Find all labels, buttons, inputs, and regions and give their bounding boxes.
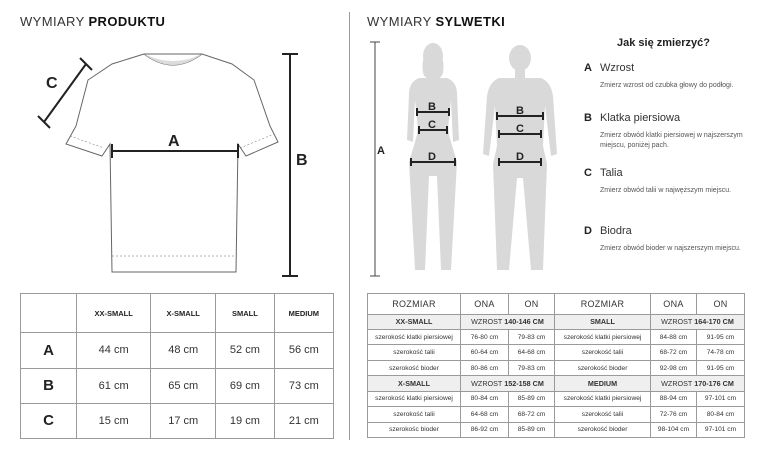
table-cell: 61 cm (77, 368, 151, 403)
row-letter: A (21, 333, 77, 368)
table-cell: 65 cm (151, 368, 216, 403)
table-cell: 17 cm (151, 403, 216, 438)
table-row (21, 333, 334, 368)
measure-letter: A (584, 62, 592, 74)
size-name: SMALL (555, 314, 651, 329)
table-row (368, 345, 745, 360)
col-on-header: ON (509, 294, 555, 315)
female-label-d: D (428, 151, 436, 163)
size-name: X-SMALL (368, 376, 461, 391)
tshirt-diagram (20, 40, 340, 280)
silhouette-size-table (367, 293, 745, 438)
height-label: WZROST (661, 378, 693, 388)
product-col-header: SMALL (216, 294, 274, 333)
size-name: XX-SMALL (368, 314, 461, 329)
table-cell: 72-76 cm (651, 407, 697, 422)
table-row (21, 403, 334, 438)
size-height (461, 314, 555, 329)
silhouette-title-prefix: WYMIARY (367, 14, 432, 29)
measure-desc: Zmierz obwód klatki piersiowej w najszerszym miejscu, poniżej pach. (600, 132, 743, 149)
table-cell: 91-95 cm (697, 360, 745, 375)
table-cell: 98-104 cm (651, 422, 697, 437)
table-cell: 60-64 cm (461, 345, 509, 360)
measure-letter: B (584, 112, 592, 124)
silhouette-table-header (368, 294, 745, 315)
row-label: szerokość klatki piersiowej (368, 391, 461, 406)
table-cell: 15 cm (77, 403, 151, 438)
product-title-bold: PRODUKTU (88, 14, 166, 29)
size-height (651, 314, 745, 329)
measure-desc: Zmierz wzrost od czubka głowy do podłogi. (600, 82, 734, 89)
measure-name: Klatka piersiowa (600, 112, 681, 124)
table-cell: 85-89 cm (509, 422, 555, 437)
label-a: A (168, 133, 180, 150)
product-title-prefix: WYMIARY (20, 14, 85, 29)
table-cell: 80-84 cm (697, 407, 745, 422)
size-height (461, 376, 555, 391)
size-name: MEDIUM (555, 376, 651, 391)
size-height (651, 376, 745, 391)
row-label: szerokość klatki piersiowej (368, 329, 461, 344)
silhouette-title-bold: SYLWETKI (435, 14, 506, 29)
label-c: C (46, 75, 58, 92)
row-letter: B (21, 368, 77, 403)
measure-name: Biodra (600, 225, 632, 237)
table-cell: 80-84 cm (461, 391, 509, 406)
height-value: 140-146 CM (504, 317, 544, 327)
table-cell: 19 cm (216, 403, 274, 438)
product-table-header (21, 294, 334, 333)
col-size-header: ROZMIAR (368, 294, 461, 315)
product-col-header: XX-SMALL (77, 294, 151, 333)
table-cell: 97-101 cm (697, 391, 745, 406)
table-cell: 91-95 cm (697, 329, 745, 344)
table-cell: 48 cm (151, 333, 216, 368)
table-cell: 80-86 cm (461, 360, 509, 375)
table-cell: 68-72 cm (651, 345, 697, 360)
table-row (368, 391, 745, 406)
female-label-c: C (428, 119, 436, 131)
row-label: szerokość talii (368, 407, 461, 422)
height-value: 164-170 CM (694, 317, 734, 327)
product-size-table (20, 293, 334, 439)
table-cell: 92-98 cm (651, 360, 697, 375)
table-cell: 64-68 cm (461, 407, 509, 422)
measure-name: Wzrost (600, 62, 635, 74)
height-label: WZROST (661, 317, 693, 327)
table-cell: 76-80 cm (461, 329, 509, 344)
height-label: WZROST (471, 378, 503, 388)
table-cell: 64-68 cm (509, 345, 555, 360)
table-cell: 74-78 cm (697, 345, 745, 360)
size-group-row (368, 376, 745, 391)
table-row (368, 329, 745, 344)
col-on-header: ON (697, 294, 745, 315)
table-cell: 69 cm (216, 368, 274, 403)
table-cell: 79-83 cm (509, 329, 555, 344)
female-label-b: B (428, 101, 436, 113)
table-cell: 21 cm (274, 403, 333, 438)
col-ona-header: ONA (461, 294, 509, 315)
row-label: szerokość bioder (368, 360, 461, 375)
row-label: szerokośc bioder (368, 422, 461, 437)
table-row (21, 368, 334, 403)
row-label: szerokość klatki piersiowej (555, 391, 651, 406)
male-label-c: C (516, 123, 524, 135)
measure-height-line (370, 42, 380, 276)
row-label: szerokość talii (555, 345, 651, 360)
table-cell: 79-83 cm (509, 360, 555, 375)
table-row (368, 422, 745, 437)
measure-desc: Zmierz obwód talii w najwęższym miejscu. (600, 187, 732, 194)
table-cell: 73 cm (274, 368, 333, 403)
col-size-header: ROZMIAR (555, 294, 651, 315)
table-cell: 97-101 cm (697, 422, 745, 437)
table-cell: 44 cm (77, 333, 151, 368)
table-cell: 68-72 cm (509, 407, 555, 422)
row-label: szerokość talii (368, 345, 461, 360)
measure-letter: C (584, 167, 592, 179)
table-row (368, 407, 745, 422)
tshirt-outline (66, 54, 278, 272)
table-cell: 85-89 cm (509, 391, 555, 406)
silhouette-title (367, 14, 505, 29)
product-title (20, 14, 165, 29)
product-table-corner (21, 294, 77, 333)
table-cell: 84-88 cm (651, 329, 697, 344)
table-cell: 86-92 cm (461, 422, 509, 437)
section-divider (349, 12, 350, 440)
row-label: szerokość bioder (555, 422, 651, 437)
measure-desc: Zmierz obwód bioder w najszerszym miejscu. (600, 245, 741, 252)
measure-letter: D (584, 225, 592, 237)
row-label: szerokość bioder (555, 360, 651, 375)
row-label: szerokość talii (555, 407, 651, 422)
table-cell: 56 cm (274, 333, 333, 368)
body-silhouettes (367, 36, 577, 286)
height-value: 152-158 CM (504, 378, 544, 388)
table-cell: 52 cm (216, 333, 274, 368)
height-value: 170-176 CM (694, 378, 734, 388)
male-label-b: B (516, 105, 524, 117)
label-height-a: A (377, 145, 385, 157)
col-ona-header: ONA (651, 294, 697, 315)
table-row (368, 360, 745, 375)
product-col-header: MEDIUM (274, 294, 333, 333)
row-label: szerokość klatki piersiowej (555, 329, 651, 344)
product-col-header: X-SMALL (151, 294, 216, 333)
measure-name: Talia (600, 167, 623, 179)
size-group-row (368, 314, 745, 329)
how-to-measure-title: Jak się zmierzyć? (617, 37, 710, 49)
table-cell: 88-94 cm (651, 391, 697, 406)
label-b: B (296, 152, 308, 169)
male-label-d: D (516, 151, 524, 163)
row-letter: C (21, 403, 77, 438)
height-label: WZROST (471, 317, 503, 327)
